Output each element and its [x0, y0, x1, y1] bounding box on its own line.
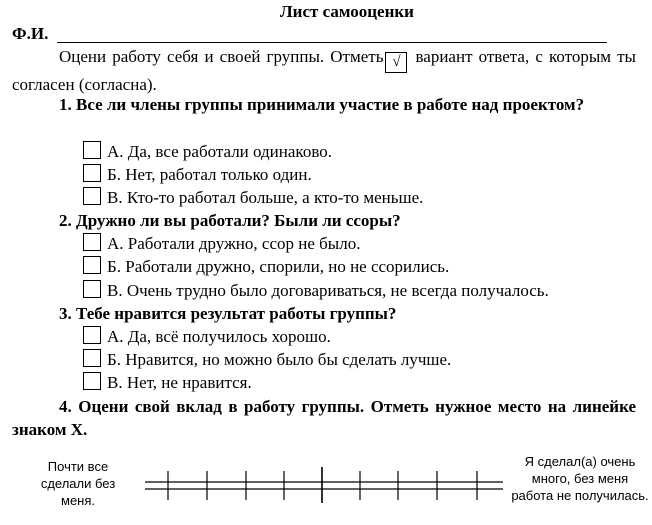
- question-4-text: Оцени свой вклад в работу группы. Отметь нужное место на линейке знаком Х.: [12, 397, 637, 439]
- option-label: Б. Работали дружно, спорили, но не ссорились.: [107, 257, 450, 276]
- name-label: Ф.И.: [12, 24, 49, 43]
- option-label: В. Нет, не нравится.: [107, 373, 252, 392]
- scale-right-label: Я сделал(а) очень много, без меня работа не получилась.: [511, 454, 649, 503]
- instruction-part1: Оцени работу себя и своей группы. Отметь: [59, 47, 384, 66]
- checkmark-icon: √: [392, 54, 401, 70]
- question-1-number: 1.: [59, 95, 72, 114]
- question-3-number: 3.: [59, 304, 72, 323]
- scale-left-label: Почти все сделали без меня.: [40, 459, 116, 508]
- option-label: Б. Нравится, но можно было бы сделать лучше.: [107, 350, 452, 369]
- option-label: А. Да, все работали одинаково.: [107, 142, 332, 161]
- option-label: В. Кто-то работал больше, а кто-то меньше.: [107, 188, 424, 207]
- question-1-text: Все ли члены группы принимали участие в работе над проектом?: [76, 95, 585, 114]
- question-2-text: Дружно ли вы работали? Были ли ссоры?: [76, 211, 401, 230]
- option-label: Б. Нет, работал только один.: [107, 165, 312, 184]
- page-title: Лист самооценки: [280, 2, 414, 21]
- question-3-text: Тебе нравится результат работы группы?: [76, 304, 397, 323]
- instruction-part2: вариант ответа, с которым ты согласен (согласна).: [12, 47, 636, 94]
- option-label: А. Работали дружно, ссор не было.: [107, 234, 361, 253]
- question-4-number: 4.: [59, 397, 72, 416]
- option-label: А. Да, всё получилось хорошо.: [107, 327, 331, 346]
- question-2-number: 2.: [59, 211, 72, 230]
- option-label: В. Очень трудно было договариваться, не всегда получалось.: [107, 281, 549, 300]
